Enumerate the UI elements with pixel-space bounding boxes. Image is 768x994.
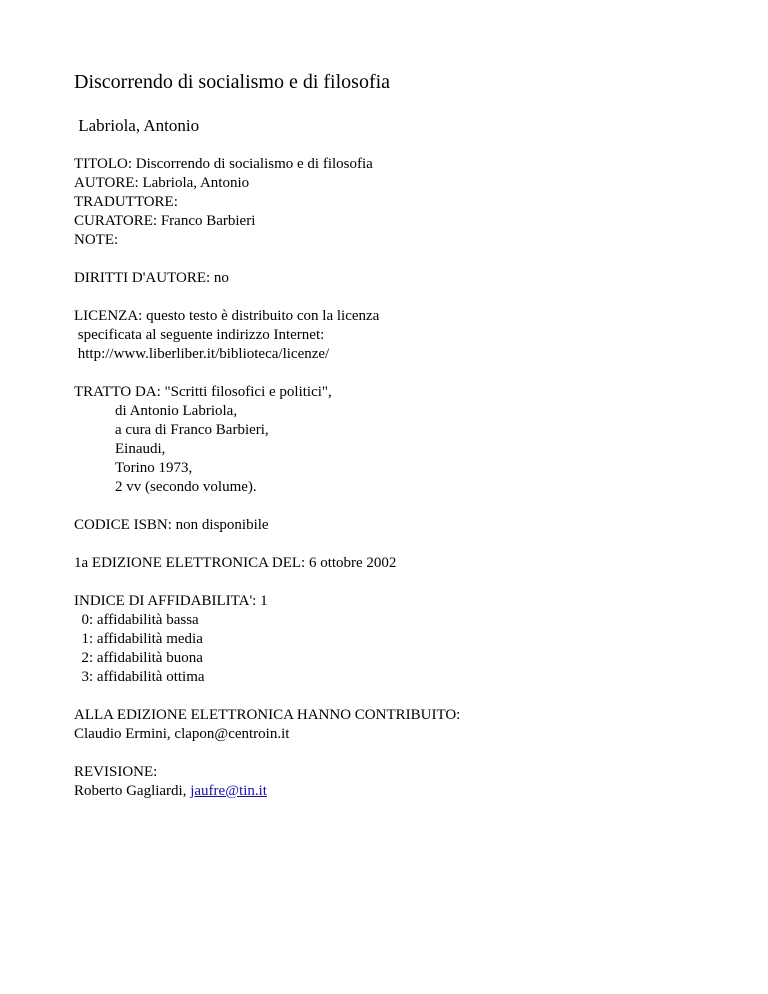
tratto-da-line: Einaudi, [115, 441, 166, 457]
contributor: Claudio Ermini, clapon@centroin.it [74, 726, 290, 742]
affidabilita-line: INDICE DI AFFIDABILITA': 1 [74, 593, 268, 609]
meta-curatore: CURATORE: Franco Barbieri [74, 213, 256, 229]
document-author: Labriola, Antonio [74, 116, 200, 135]
affidabilita-line: 1: affidabilità media [74, 631, 203, 647]
licenza-line: LICENZA: questo testo è distribuito con la licenza [74, 308, 380, 324]
licenza-line: http://www.liberliber.it/biblioteca/licenze/ [74, 346, 330, 362]
revisore-email-link[interactable]: jaufre@tin.it [190, 783, 267, 799]
tratto-da-line: a cura di Franco Barbieri, [115, 422, 269, 438]
affidabilita-line: 3: affidabilità ottima [74, 669, 205, 685]
tratto-da-line: Torino 1973, [115, 460, 193, 476]
diritti-autore: DIRITTI D'AUTORE: no [74, 270, 229, 286]
licenza-line: specificata al seguente indirizzo Internet: [74, 327, 325, 343]
affidabilita-line: 0: affidabilità bassa [74, 612, 199, 628]
revisore-name: Roberto Gagliardi, [74, 783, 191, 799]
contributi-heading: ALLA EDIZIONE ELETTRONICA HANNO CONTRIBUITO: [74, 707, 461, 723]
edizione-elettronica: 1a EDIZIONE ELETTRONICA DEL: 6 ottobre 2002 [74, 555, 397, 571]
document-title: Discorrendo di socialismo e di filosofia [74, 71, 391, 93]
meta-traduttore: TRADUTTORE: [74, 194, 178, 210]
tratto-da-line: 2 vv (secondo volume). [115, 479, 257, 495]
meta-note: NOTE: [74, 232, 119, 248]
revisione-heading: REVISIONE: [74, 764, 158, 780]
affidabilita-line: 2: affidabilità buona [74, 650, 203, 666]
revisione-line [74, 782, 267, 800]
meta-autore: AUTORE: Labriola, Antonio [74, 175, 250, 191]
tratto-da-line: di Antonio Labriola, [115, 403, 238, 419]
codice-isbn: CODICE ISBN: non disponibile [74, 517, 269, 533]
tratto-da-line: TRATTO DA: "Scritti filosofici e politici", [74, 384, 332, 400]
meta-titolo: TITOLO: Discorrendo di socialismo e di filosofia [74, 156, 373, 172]
